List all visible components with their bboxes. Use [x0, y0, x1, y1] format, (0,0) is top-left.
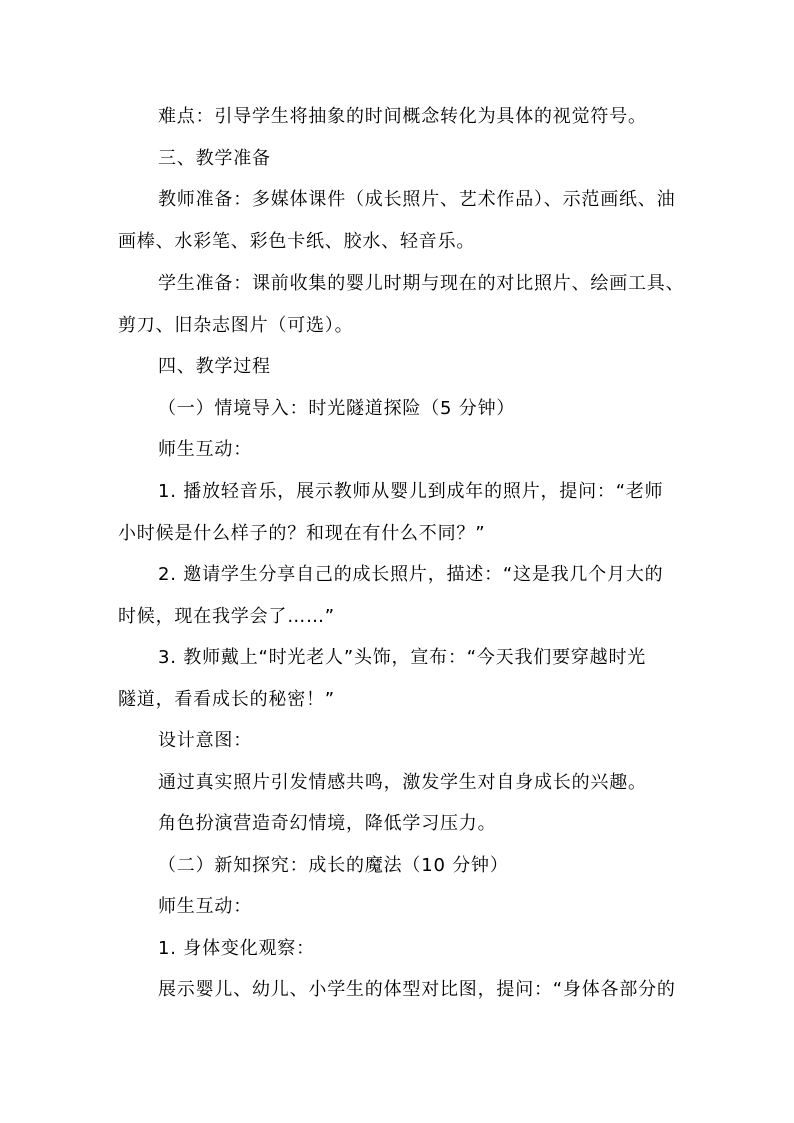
text-line: 1. 身体变化观察： — [158, 938, 315, 959]
subsection-heading-intro — [118, 388, 718, 430]
step-1-paragraph — [118, 471, 678, 554]
design-intent-item-1 — [118, 762, 718, 804]
text-line: 展示婴儿、幼儿、小学生的体型对比图，提问：“身体各部分的 — [158, 979, 676, 1000]
design-intent-label — [118, 720, 718, 762]
text-line: 通过真实照片引发情感共鸣，激发学生对自身成长的兴趣。 — [158, 772, 647, 793]
step-3-paragraph — [118, 637, 678, 720]
section-heading-teaching-prep — [118, 138, 718, 180]
text-line: 师生互动： — [158, 896, 252, 917]
body-observation-text — [118, 969, 718, 1011]
step-2-paragraph — [118, 554, 678, 637]
text-line: 学生准备：课前收集的婴儿时期与现在的对比照片、绘画工具、 — [158, 273, 685, 294]
section-heading-teaching-process — [118, 346, 718, 388]
text-line: （二）新知探究：成长的魔法（10 分钟） — [158, 855, 509, 876]
text-line: 2. 邀请学生分享自己的成长照片，描述：“这是我几个月大的 — [158, 564, 664, 585]
text-line: 四、教学过程 — [158, 356, 271, 377]
text-line: 隧道，看看成长的秘密！” — [118, 688, 335, 710]
design-intent-item-2 — [118, 803, 718, 845]
interaction-label-2 — [118, 886, 718, 928]
student-prep-paragraph — [118, 263, 685, 346]
text-line: 时候，现在我学会了……” — [118, 605, 335, 627]
text-line: 小时候是什么样子的？和现在有什么不同？” — [118, 522, 486, 544]
text-line: 3. 教师戴上“时光老人”头饰，宣布：“今天我们要穿越时光 — [158, 647, 647, 668]
teacher-prep-paragraph — [118, 179, 678, 262]
text-line: 画棒、水彩笔、彩色卡纸、胶水、轻音乐。 — [118, 230, 476, 252]
text-line: 角色扮演营造奇幻情境，降低学习压力。 — [158, 813, 497, 834]
text-line: 难点：引导学生将抽象的时间概念转化为具体的视觉符号。 — [158, 106, 647, 127]
text-line: （一）情境导入：时光隧道探险（5 分钟） — [158, 398, 516, 419]
text-line: 剪刀、旧杂志图片（可选）。 — [118, 314, 354, 336]
subsection-heading-explore — [118, 845, 718, 887]
text-line: 师生互动： — [158, 439, 252, 460]
difficulty-paragraph — [118, 96, 718, 138]
text-line: 设计意图： — [158, 730, 252, 751]
text-line: 教师准备：多媒体课件（成长照片、艺术作品）、示范画纸、油 — [158, 189, 676, 210]
text-line: 1. 播放轻音乐，展示教师从婴儿到成年的照片，提问：“老师 — [158, 481, 664, 502]
interaction-label — [118, 429, 718, 471]
text-line: 三、教学准备 — [158, 148, 271, 169]
body-observation-heading — [118, 928, 718, 970]
